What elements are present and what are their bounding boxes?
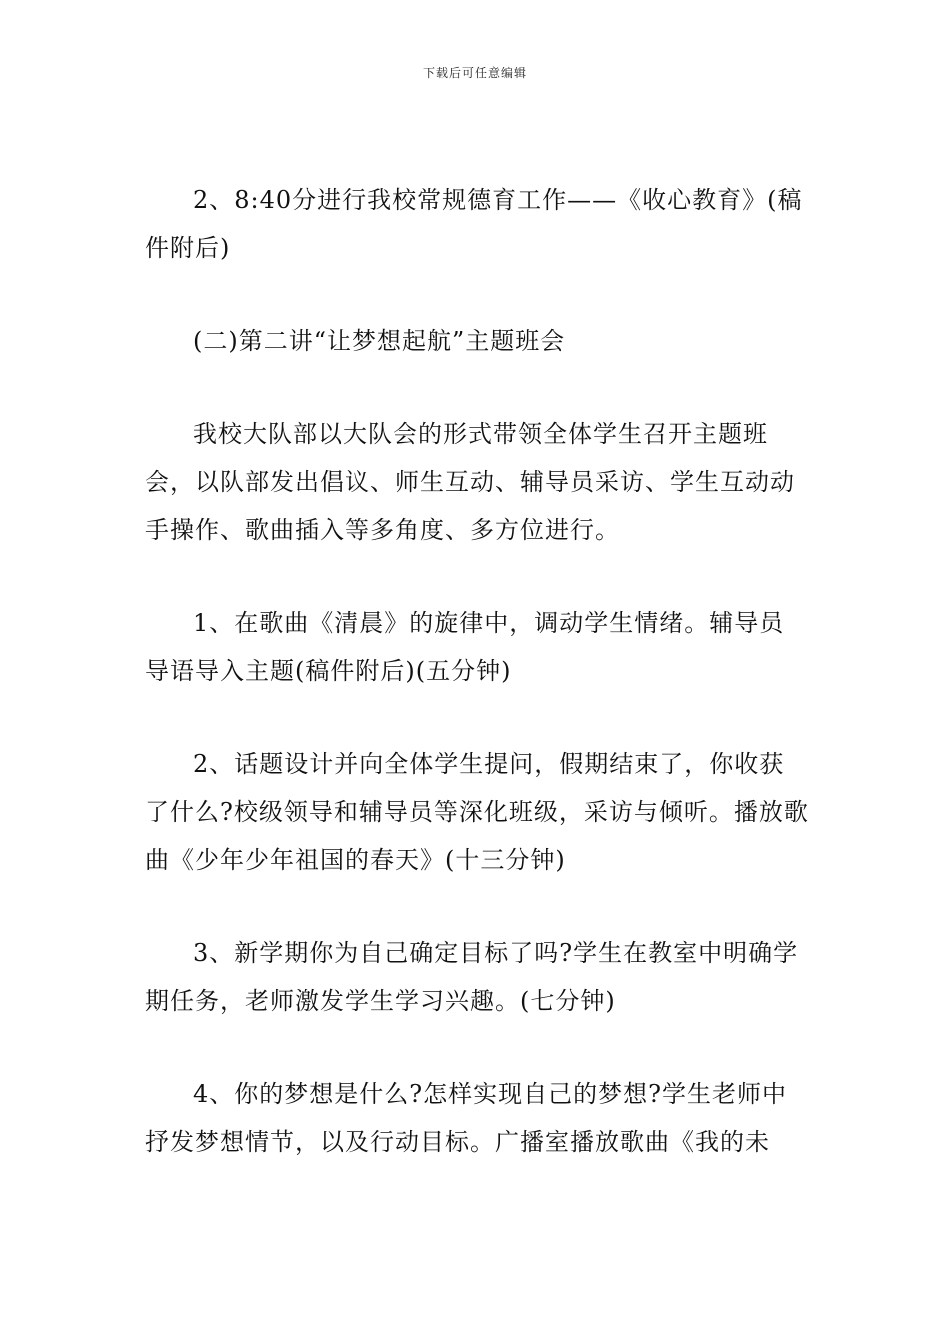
paragraph-class-meeting-intro: 我校大队部以大队会的形式带领全体学生召开主题班会，以队部发出倡议、师生互动、辅导员采访、学生互动动手操作、歌曲插入等多角度、多方位进行。 [145, 420, 795, 544]
paragraph-moral-education-item: 2、8:40分进行我校常规德育工作——《收心教育》(稿件附后) [145, 186, 803, 262]
paragraph-step-3: 3、新学期你为自己确定目标了吗?学生在教室中明确学期任务，老师激发学生学习兴趣。(七分钟) [145, 939, 799, 1015]
paragraph-step-1: 1、在歌曲《清晨》的旋律中，调动学生情绪。辅导员导语导入主题(稿件附后)(五分钟) [145, 609, 785, 685]
paragraph-section-heading: (二)第二讲“让梦想起航”主题班会 [193, 327, 566, 355]
document-body [145, 176, 809, 1211]
paragraph-step-2: 2、话题设计并向全体学生提问，假期结束了，你收获了什么?校级领导和辅导员等深化班级，采访与倾听。播放歌曲《少年少年祖国的春天》(十三分钟) [145, 750, 809, 874]
page-header-note: 下载后可任意编辑 [422, 66, 527, 80]
paragraph-step-4: 4、你的梦想是什么?怎样实现自己的梦想?学生老师中抒发梦想情节，以及行动目标。广播室播放歌曲《我的未 [145, 1080, 788, 1156]
